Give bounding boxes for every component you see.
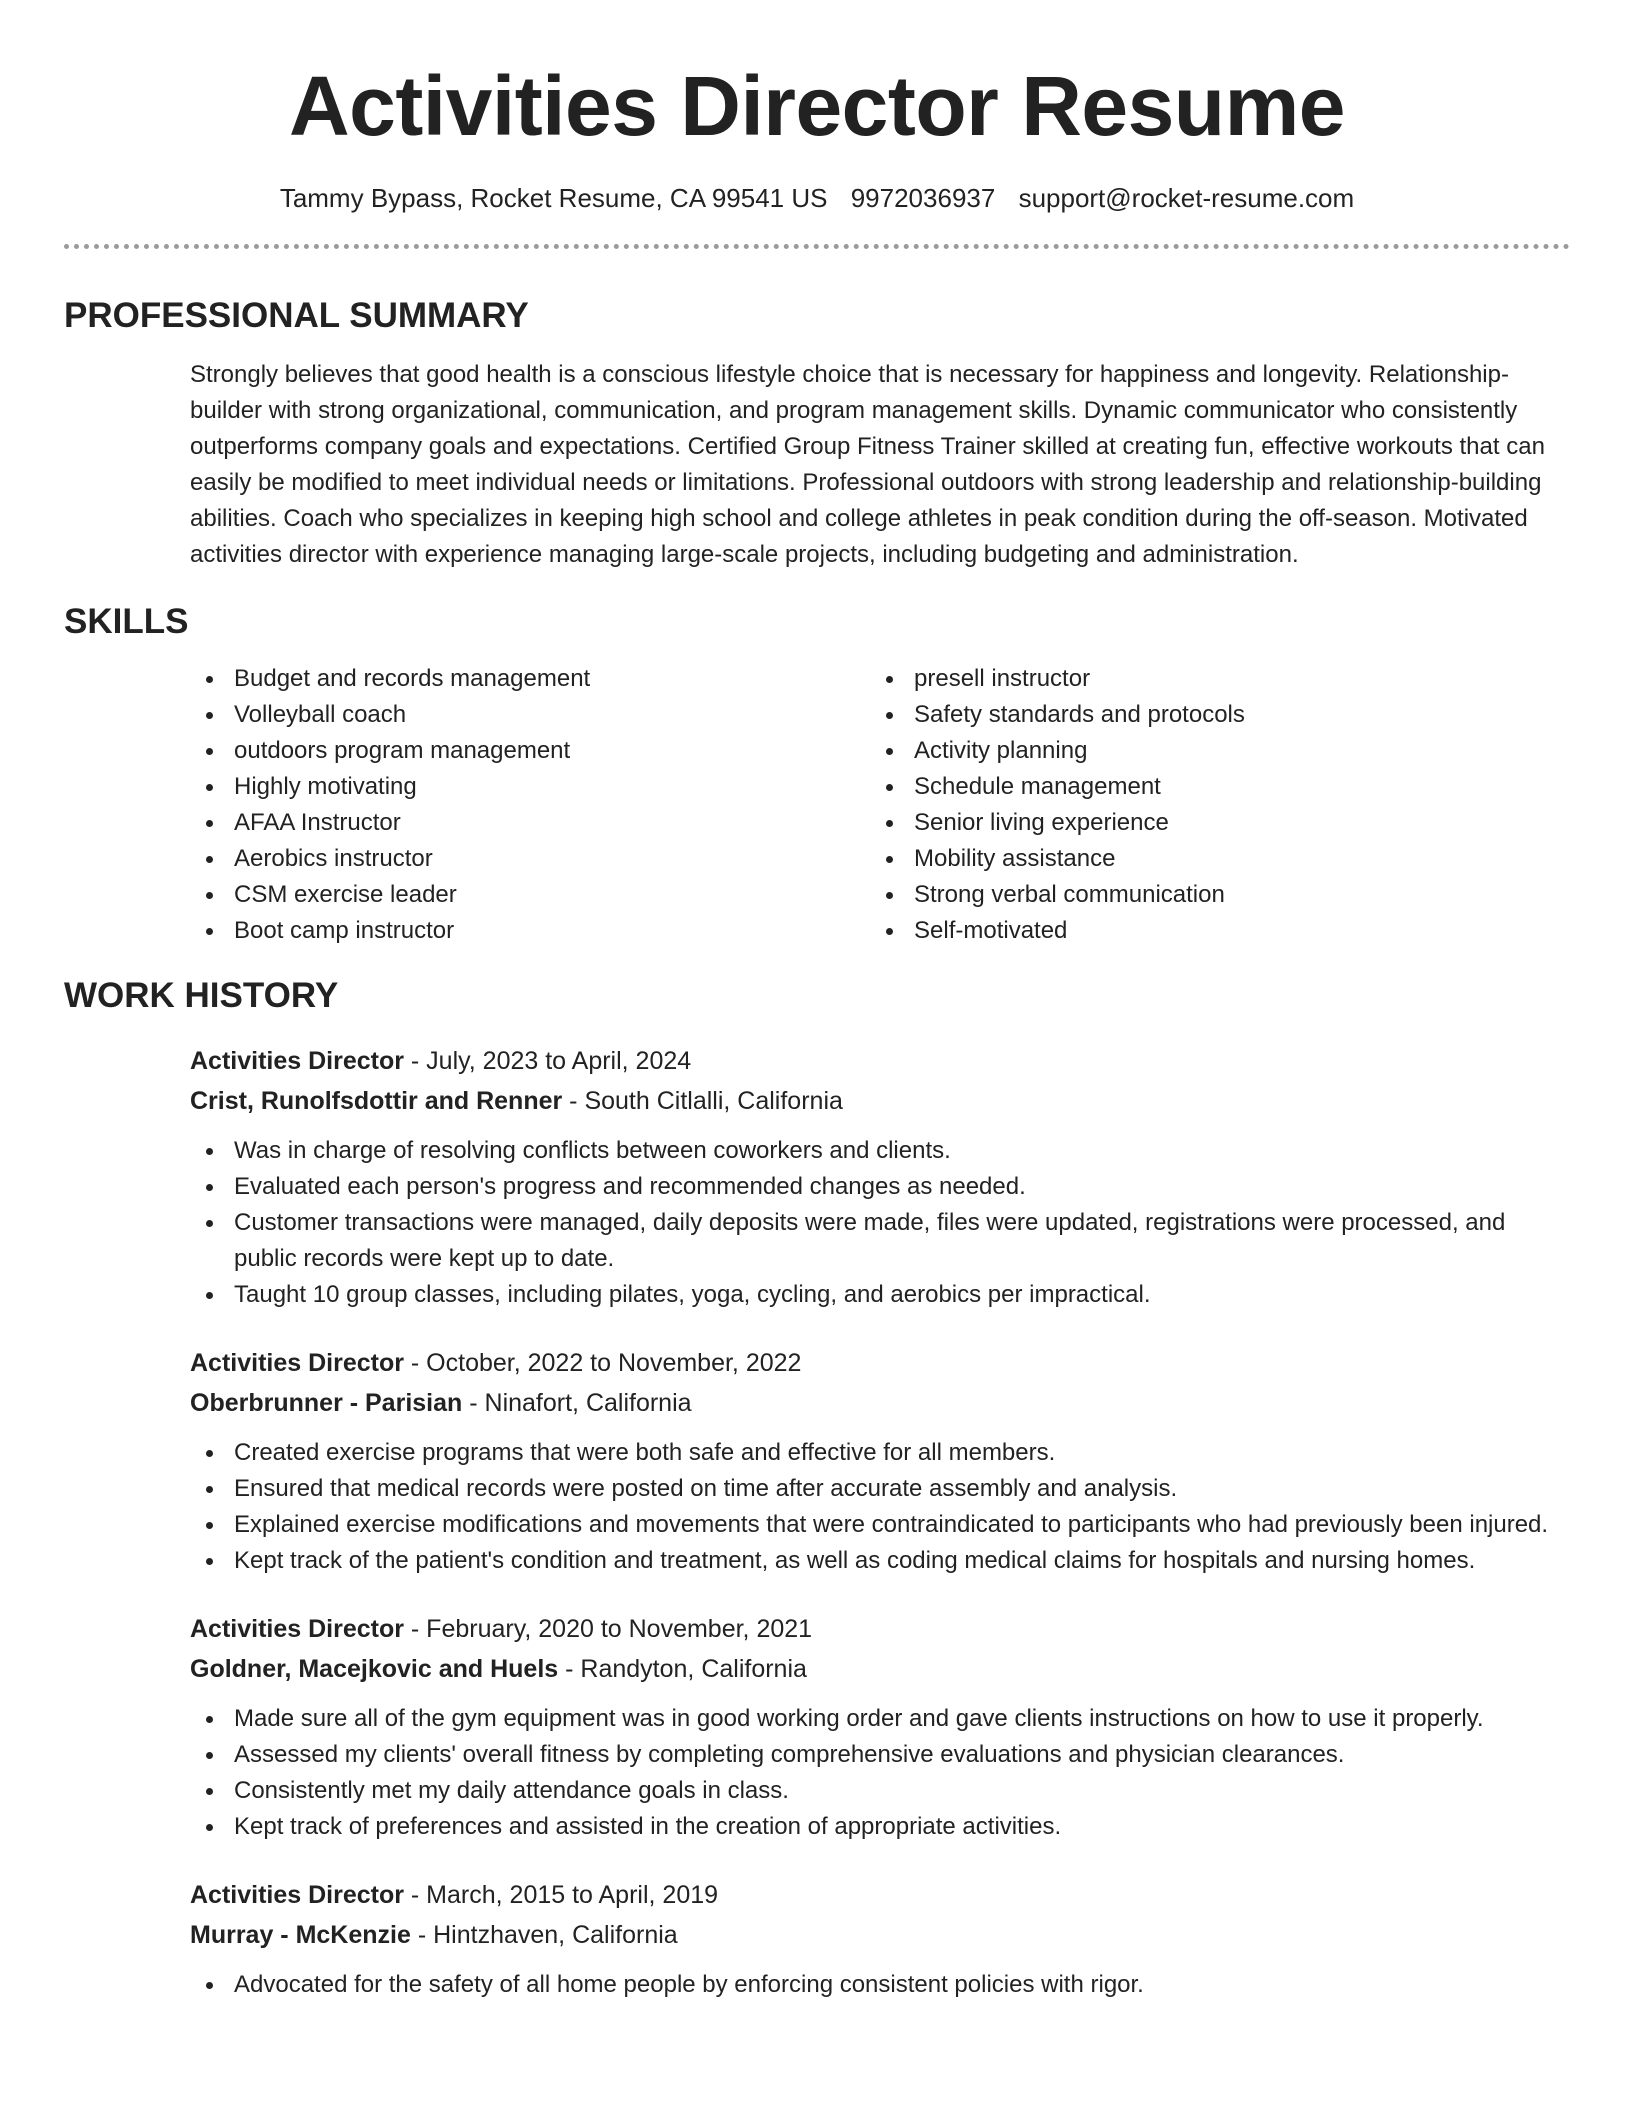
job-duty: Was in charge of resolving conflicts between coworkers and clients. bbox=[190, 1133, 1570, 1169]
skills-column-right bbox=[870, 661, 1550, 949]
header-divider bbox=[64, 244, 1570, 249]
job-company-line bbox=[190, 1917, 1570, 1953]
skill-item: CSM exercise leader bbox=[190, 877, 870, 913]
work-history-list bbox=[190, 1043, 1570, 2003]
job-duty: Kept track of preferences and assisted in the creation of appropriate activities. bbox=[190, 1809, 1570, 1845]
job-entry bbox=[190, 1345, 1570, 1579]
job-company: Oberbrunner - Parisian bbox=[190, 1389, 463, 1417]
job-duties bbox=[190, 1133, 1570, 1313]
skill-item: presell instructor bbox=[870, 661, 1550, 697]
job-duty: Ensured that medical records were posted on time after accurate assembly and analysis. bbox=[190, 1471, 1570, 1507]
skill-item: Mobility assistance bbox=[870, 841, 1550, 877]
job-company-line bbox=[190, 1083, 1570, 1119]
skill-item: Schedule management bbox=[870, 769, 1550, 805]
contact-phone: 9972036937 bbox=[850, 183, 996, 213]
job-duties bbox=[190, 1435, 1570, 1579]
job-title: Activities Director bbox=[190, 1615, 404, 1643]
job-title-line bbox=[190, 1345, 1570, 1381]
job-dates: - February, 2020 to November, 2021 bbox=[403, 1615, 813, 1643]
summary-text: Strongly believes that good health is a conscious lifestyle choice that is necessary for happiness and longevity. Relationship-builder with strong organizational, communication, and program management skills. Dynamic communicator who consistently outperforms company goals and expectations. Certified Group Fitness Trainer skilled at creating fun, effective workouts that can easily be modified to meet individual needs or limitations. Professional outdoors with strong leadership and relationship-building abilities. Coach who specializes in keeping high school and college athletes in peak condition during the off-season. Motivated activities director with experience managing large-scale projects, including budgeting and administration. bbox=[190, 361, 1545, 568]
job-duty: Taught 10 group classes, including pilates, yoga, cycling, and aerobics per impractical. bbox=[190, 1277, 1570, 1313]
job-duty: Created exercise programs that were both safe and effective for all members. bbox=[190, 1435, 1570, 1471]
skill-item: Activity planning bbox=[870, 733, 1550, 769]
skill-item: Strong verbal communication bbox=[870, 877, 1550, 913]
job-title: Activities Director bbox=[190, 1047, 404, 1075]
job-entry bbox=[190, 1043, 1570, 1313]
job-duty: Customer transactions were managed, daily deposits were made, files were updated, registrations were processed, and public records were kept up to date. bbox=[190, 1205, 1570, 1277]
skill-item: Budget and records management bbox=[190, 661, 870, 697]
skills-column-left bbox=[190, 661, 870, 949]
skill-item: Volleyball coach bbox=[190, 697, 870, 733]
job-location: - South Citlalli, California bbox=[562, 1087, 843, 1115]
job-company: Crist, Runolfsdottir and Renner bbox=[190, 1087, 563, 1115]
job-company-line bbox=[190, 1651, 1570, 1687]
contact-email: support@rocket-resume.com bbox=[1018, 183, 1355, 213]
job-location: - Hintzhaven, California bbox=[410, 1921, 678, 1949]
job-dates: - October, 2022 to November, 2022 bbox=[403, 1349, 802, 1377]
job-duty: Kept track of the patient's condition and treatment, as well as coding medical claims for hospitals and nursing homes. bbox=[190, 1543, 1570, 1579]
job-location: - Randyton, California bbox=[558, 1655, 807, 1683]
skill-item: Self-motivated bbox=[870, 913, 1550, 949]
job-entry bbox=[190, 1611, 1570, 1845]
job-duty: Explained exercise modifications and movements that were contraindicated to participants who had previously been injured. bbox=[190, 1507, 1570, 1543]
contact-line bbox=[64, 182, 1570, 214]
resume-title: Activities Director Resume bbox=[288, 59, 1346, 153]
job-duty: Consistently met my daily attendance goals in class. bbox=[190, 1773, 1570, 1809]
summary-heading: PROFESSIONAL SUMMARY bbox=[64, 296, 529, 335]
skill-item: Highly motivating bbox=[190, 769, 870, 805]
job-entry bbox=[190, 1877, 1570, 2003]
job-company: Murray - McKenzie bbox=[190, 1921, 411, 1949]
skill-item: outdoors program management bbox=[190, 733, 870, 769]
skill-item: Safety standards and protocols bbox=[870, 697, 1550, 733]
job-title-line bbox=[190, 1043, 1570, 1079]
job-title: Activities Director bbox=[190, 1881, 404, 1909]
job-duty: Assessed my clients' overall fitness by completing comprehensive evaluations and physician clearances. bbox=[190, 1737, 1570, 1773]
job-dates: - July, 2023 to April, 2024 bbox=[403, 1047, 692, 1075]
job-company-line bbox=[190, 1385, 1570, 1421]
resume-page bbox=[64, 0, 1570, 2003]
skill-item: AFAA Instructor bbox=[190, 805, 870, 841]
job-location: - Ninafort, California bbox=[462, 1389, 692, 1417]
job-dates: - March, 2015 to April, 2019 bbox=[403, 1881, 719, 1909]
job-title-line bbox=[190, 1611, 1570, 1647]
job-company: Goldner, Macejkovic and Huels bbox=[190, 1655, 559, 1683]
job-duties bbox=[190, 1701, 1570, 1845]
job-title-line bbox=[190, 1877, 1570, 1913]
job-title: Activities Director bbox=[190, 1349, 404, 1377]
contact-address: Tammy Bypass, Rocket Resume, CA 99541 US bbox=[279, 183, 828, 213]
skill-item: Boot camp instructor bbox=[190, 913, 870, 949]
job-duty: Evaluated each person's progress and recommended changes as needed. bbox=[190, 1169, 1570, 1205]
job-duty: Advocated for the safety of all home people by enforcing consistent policies with rigor. bbox=[190, 1967, 1570, 2003]
job-duty: Made sure all of the gym equipment was in good working order and gave clients instructions on how to use it properly. bbox=[190, 1701, 1570, 1737]
job-duties bbox=[190, 1967, 1570, 2003]
work-history-heading: WORK HISTORY bbox=[64, 976, 339, 1015]
skills-heading: SKILLS bbox=[64, 602, 189, 641]
skill-item: Aerobics instructor bbox=[190, 841, 870, 877]
skills-list bbox=[190, 661, 1570, 949]
skill-item: Senior living experience bbox=[870, 805, 1550, 841]
